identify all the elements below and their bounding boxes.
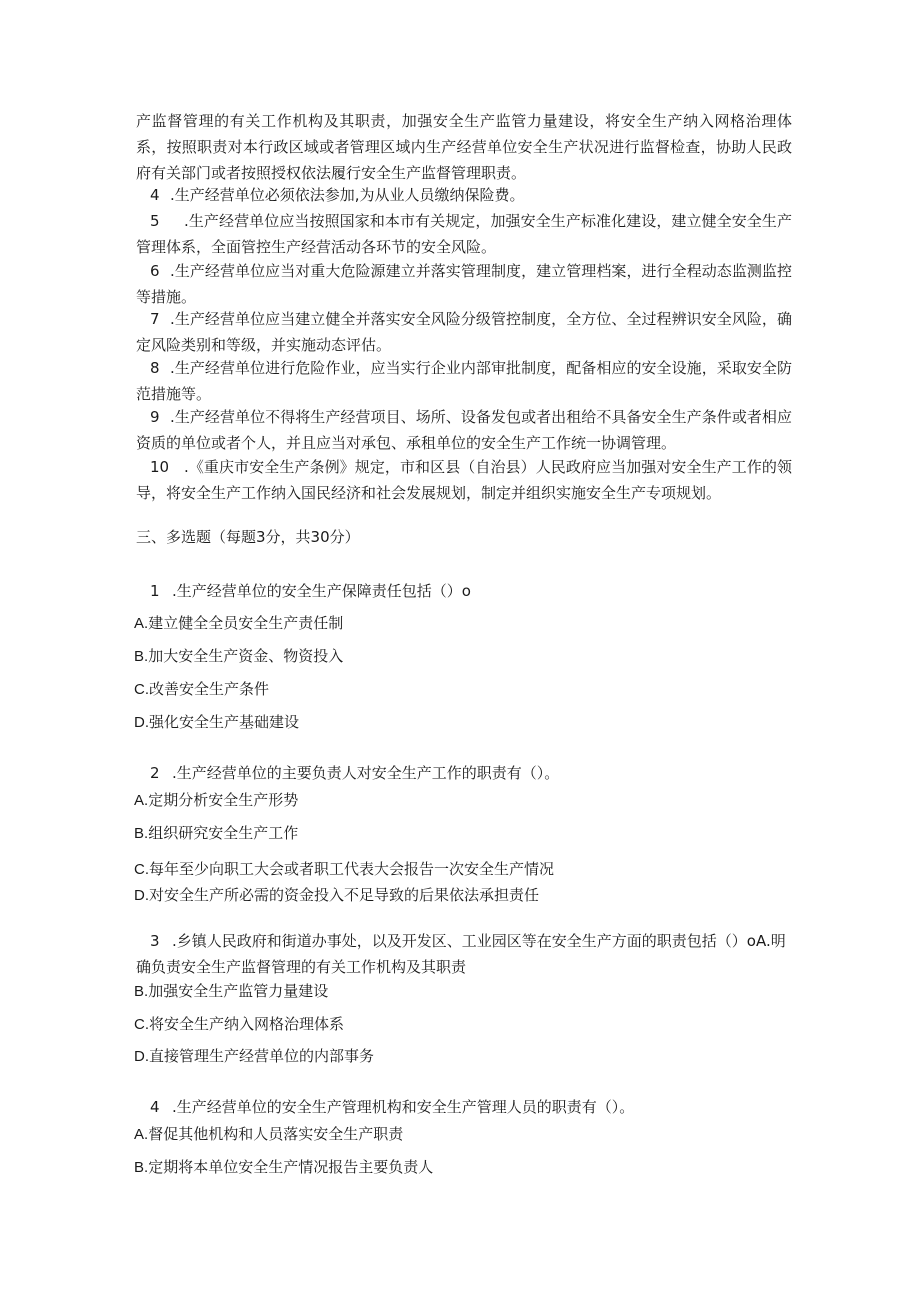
option-b [134,1156,433,1179]
item-number: 9 [150,408,160,426]
option-d [134,711,299,734]
option-a [134,612,343,635]
item-text: .生产经营单位进行危险作业，应当实行企业内部审批制度，配备相应的安全设施，采取安全防范措施等。 [136,359,792,403]
item-number: 8 [150,359,160,377]
item-number: 4 [150,186,160,204]
question-stem [136,760,792,786]
question-text: .生产经营单位的主要负责人对安全生产工作的职责有（）。 [172,764,560,782]
option-text: 建立健全全员安全生产责任制 [148,614,344,632]
option-text: 直接管理生产经营单位的内部事务 [149,1047,375,1065]
option-letter: B. [134,983,149,1000]
item-number: 7 [150,310,160,328]
option-a [134,1123,403,1146]
option-text: 加大安全生产资金、物资投入 [148,647,344,665]
item-text: .生产经营单位必须依法参加,为从业人员缴纳保险费。 [170,186,525,204]
question-stem [136,928,792,980]
option-text: 对安全生产所必需的资金投入不足导致的后果依法承担责任 [149,886,540,904]
option-c [134,858,554,881]
option-letter: D. [134,714,149,731]
item-number: 10 [150,458,170,476]
question-stem [136,578,792,604]
option-text: 定期将本单位安全生产情况报告主要负责人 [148,1158,434,1176]
option-b [134,980,328,1003]
option-letter: A. [134,1126,149,1143]
judgment-item [136,208,792,260]
option-letter: D. [134,1048,149,1065]
option-text: 定期分析安全生产形势 [148,791,299,809]
option-letter: B. [134,648,149,665]
option-d [134,884,539,907]
option-letter: C. [134,1016,149,1033]
option-text: 每年至少向职工大会或者职工代表大会报告一次安全生产情况 [149,860,555,878]
item-text: .生产经营单位应当按照国家和本市有关规定，加强安全生产标准化建设，建立健全安全生产管理体系，全面管控生产经营活动各环节的安全风险。 [136,212,792,256]
item-text: .《重庆市安全生产条例》规定，市和区县（自治县）人民政府应当加强对安全生产工作的领导，将安全生产工作纳入国民经济和社会发展规划，制定并组织实施安全生产专项规划。 [136,458,792,502]
option-c [134,1013,344,1036]
option-text: 改善安全生产条件 [149,680,270,698]
item-text: .生产经营单位不得将生产经营项目、场所、设备发包或者出租给不具备安全生产条件或者相应资质的单位或者个人，并且应当对承包、承租单位的安全生产工作统一协调管理。 [136,408,792,452]
option-text: 督促其他机构和人员落实安全生产职责 [148,1125,404,1143]
item-text: .生产经营单位应当建立健全并落实安全风险分级管控制度，全方位、全过程辨识安全风险，确定风险类别和等级，并实施动态评估。 [136,310,792,354]
option-b [134,645,343,668]
question-text: .乡镇人民政府和街道办事处，以及开发区、工业园区等在安全生产方面的职责包括（）oA.明确负责安全生产监督管理的有关工作机构及其职责 [136,932,786,976]
item-number: 6 [150,262,160,280]
question-text: .生产经营单位的安全生产管理机构和安全生产管理人员的职责有（）。 [172,1098,635,1116]
question-number: 2 [150,764,160,782]
item-number: 5 [150,212,160,230]
option-text: 强化安全生产基础建设 [149,713,300,731]
option-text: 加强安全生产监管力量建设 [148,982,329,1000]
question-text: .生产经营单位的安全生产保障责任包括（）o [172,582,471,600]
option-text: 将安全生产纳入网格治理体系 [149,1015,345,1033]
item-text: .生产经营单位应当对重大危险源建立并落实管理制度，建立管理档案，进行全程动态监测监控等措施。 [136,262,792,306]
option-c [134,678,269,701]
option-letter: A. [134,792,149,809]
question-number: 3 [150,932,160,950]
intro-paragraph: 产监督管理的有关工作机构及其职责，加强安全生产监管力量建设，将安全生产纳入网格治理体系，按照职责对本行政区域或者管理区域内生产经营单位安全生产状况进行监督检查，协助人民政府有关部门或者按照授权依法履行安全生产监督管理职责。 [136,112,792,182]
question-stem [136,1094,792,1120]
option-letter: D. [134,887,149,904]
option-letter: C. [134,861,149,878]
judgment-item [136,454,792,506]
judgment-item [136,306,792,358]
option-d [134,1045,374,1068]
option-text: 组织研究安全生产工作 [148,824,299,842]
judgment-item [136,404,792,456]
section-title: 三、多选题（每题3分，共30分） [136,528,360,546]
option-letter: B. [134,825,149,842]
question-number: 1 [150,582,160,600]
option-letter: B. [134,1159,149,1176]
judgment-item [136,258,792,310]
question-number: 4 [150,1098,160,1116]
option-a [134,789,298,812]
option-letter: A. [134,615,149,632]
judgment-item [136,182,792,208]
judgment-item [136,355,792,407]
option-b [134,822,298,845]
option-letter: C. [134,681,149,698]
